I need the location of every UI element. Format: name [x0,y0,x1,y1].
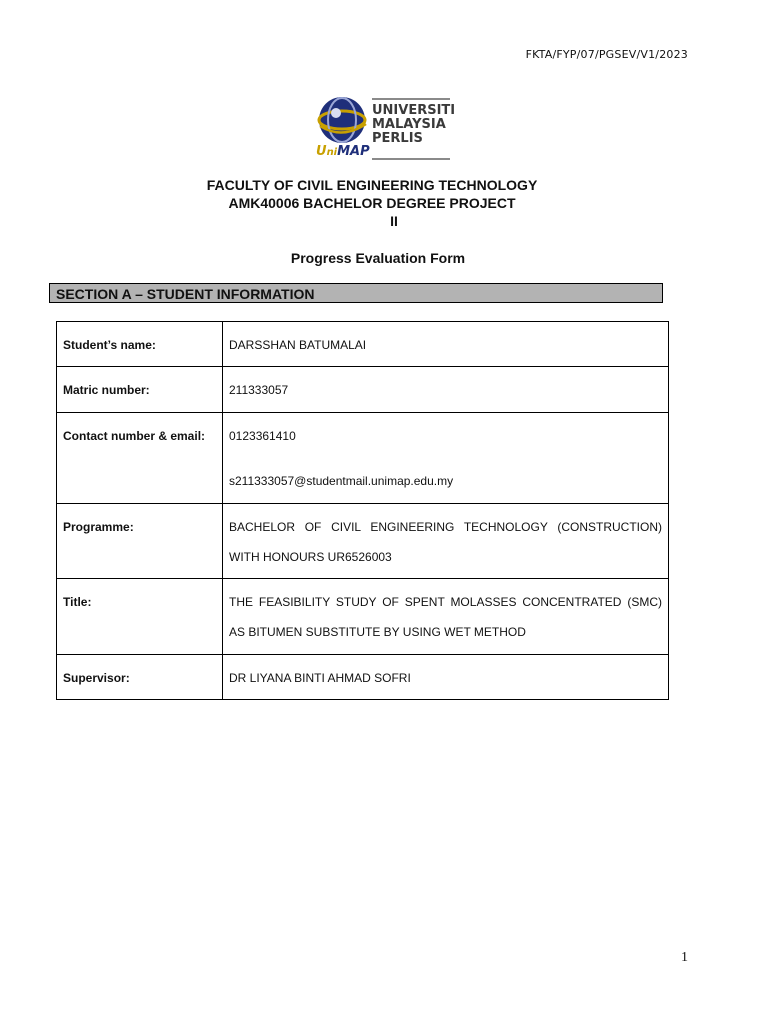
table-row [57,579,669,655]
field-label: Supervisor: [57,655,223,700]
logo-word: MALAYSIA [372,117,446,132]
field-value [223,579,669,655]
course-part-heading: II [390,213,398,229]
course-heading: AMK40006 BACHELOR DEGREE PROJECT [228,195,516,211]
field-value [223,413,669,504]
document-code: FKTA/FYP/07/PGSEV/V1/2023 [525,48,688,61]
logo-divider-bottom [372,158,450,160]
globe-emblem-icon [314,96,372,146]
field-label: Student’s name: [57,322,223,367]
table-row [57,367,669,413]
email-value: s211333057@studentmail.unimap.edu.my [229,474,454,488]
field-value [223,655,669,700]
table-row [57,322,669,367]
field-value [223,367,669,413]
section-a-header: SECTION A – STUDENT INFORMATION [49,283,663,303]
logo-word: UNIVERSITI [372,103,456,118]
title-value-line: AS BITUMEN SUBSTITUTE BY USING WET METHOD [229,625,526,639]
table-row [57,655,669,700]
form-title: Progress Evaluation Form [290,250,466,266]
programme-value-line: WITH HONOURS UR6526003 [229,550,392,564]
logo-divider-top [372,98,450,100]
logo-text [372,104,455,146]
table-row [57,504,669,579]
field-label: Matric number: [57,367,223,413]
supervisor-value: DR LIYANA BINTI AHMAD SOFRI [229,671,411,685]
student-name-value: DARSSHAN BATUMALAI [229,338,367,352]
programme-value-line: BACHELOR OF CIVIL ENGINEERING TECHNOLOGY (CONSTRUCTION) [229,520,662,534]
logo-word: PERLIS [372,131,423,146]
logo-brand: UniMAP [316,144,370,159]
field-value [223,322,669,367]
field-label: Contact number & email: [57,413,223,504]
contact-number-value: 0123361410 [229,429,296,443]
field-label: Title: [57,579,223,655]
field-value [223,504,669,579]
student-info-table [56,321,669,700]
unimap-logo [314,96,454,164]
matric-number-value: 211333057 [229,383,289,397]
faculty-heading: FACULTY OF CIVIL ENGINEERING TECHNOLOGY [206,177,538,193]
field-label: Programme: [57,504,223,579]
table-row [57,413,669,504]
page-number: 1 [681,950,688,965]
title-value-line: THE FEASIBILITY STUDY OF SPENT MOLASSES CONCENTRATED (SMC) [229,595,662,609]
